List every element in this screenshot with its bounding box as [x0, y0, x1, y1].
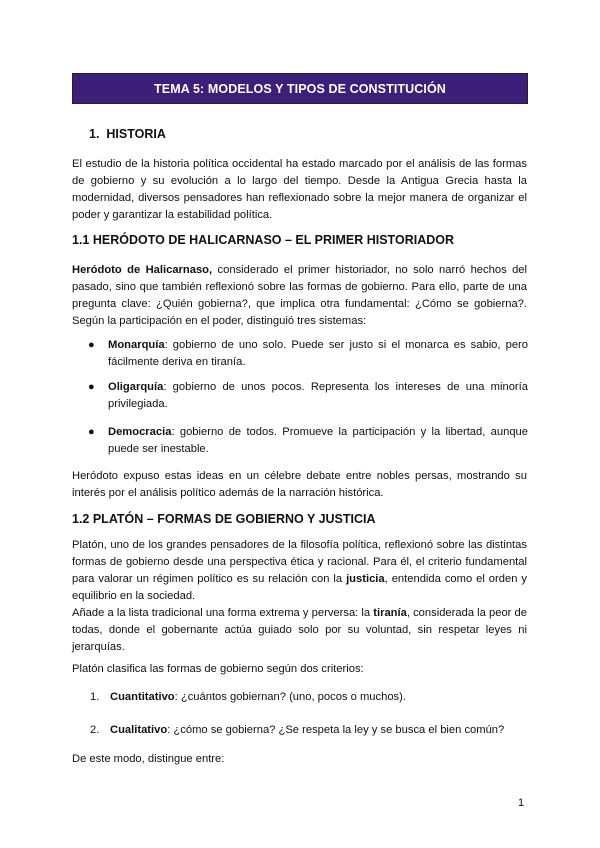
section-number: 1.	[89, 127, 100, 141]
criteria-number: 1.	[90, 691, 100, 703]
herodoto-closing-paragraph: Heródoto expuso estas ideas en un célebre debate entre nobles persas, mostrando su interés por el análisis político además de la narración histórica.	[72, 470, 527, 499]
criteria-text: : ¿cuántos gobiernan? (uno, pocos o muchos).	[174, 691, 406, 703]
bullet-icon: ●	[88, 426, 95, 438]
paragraph-text: , entendida como el orden y equilibrio en la sociedad.	[72, 573, 527, 602]
bullet-icon: ●	[88, 339, 95, 351]
herodoto-name: Heródoto de Halicarnaso,	[72, 264, 213, 276]
list-item-text: : gobierno de unos pocos. Representa los intereses de una minoría privilegiada.	[108, 381, 528, 410]
platon-paragraph-4: De este modo, distingue entre:	[72, 753, 225, 765]
paragraph-text: , considerada la peor de todas, donde el gobernante actúa guiado solo por su voluntad, sin respetar leyes ni jerarquías.	[72, 607, 527, 653]
herodoto-paragraph	[72, 262, 527, 330]
section-heading-historia	[89, 127, 166, 141]
list-item-term: Oligarquía	[108, 381, 164, 393]
tirania-term: tiranía	[373, 607, 407, 619]
page-number: 1	[518, 797, 525, 809]
list-item-term: Monarquía	[108, 339, 165, 351]
list-item-term: Democracia	[108, 426, 172, 438]
document-title: TEMA 5: MODELOS Y TIPOS DE CONSTITUCIÓN	[154, 81, 446, 96]
herodoto-paragraph-text: considerado el primer historiador, no solo narró hechos del pasado, sino que también reflexionó sobre las formas de gobierno. Para ello, parte de una pregunta clave: ¿Quién gobierna?, que implica otra fundamental: ¿Cómo se gobierna?. Según la participación en el poder, distinguió tres sistemas:	[72, 264, 527, 327]
criteria-text: : ¿cómo se gobierna? ¿Se respeta la ley y se busca el bien común?	[167, 724, 505, 736]
platon-paragraph-3: Platón clasifica las formas de gobierno según dos criterios:	[72, 663, 364, 675]
criteria-number: 2.	[90, 724, 100, 736]
bullet-icon: ●	[88, 381, 95, 393]
criteria-term: Cuantitativo	[110, 691, 175, 703]
platon-paragraph-1	[72, 537, 527, 605]
paragraph-text: Añade a la lista tradicional una forma extrema y perversa: la	[72, 607, 374, 619]
list-item-text: : gobierno de todos. Promueve la participación y la libertad, aunque puede ser inestable.	[108, 426, 528, 455]
justicia-term: justicia	[346, 573, 385, 585]
platon-paragraph-2	[72, 605, 527, 656]
subsection-heading-herodoto: 1.1 HERÓDOTO DE HALICARNASO – EL PRIMER HISTORIADOR	[72, 233, 454, 247]
criteria-term: Cualitativo	[110, 724, 168, 736]
paragraph-text: Platón, uno de los grandes pensadores de la filosofía política, reflexionó sobre las distintas formas de gobierno desde una perspectiva ética y racional. Para él, el criterio fundamental para valorar un régimen político es su relación con la	[72, 539, 527, 585]
subsection-heading-platon: 1.2 PLATÓN – FORMAS DE GOBIERNO Y JUSTICIA	[72, 512, 376, 526]
title-banner	[72, 73, 528, 104]
intro-paragraph: El estudio de la historia política occidental ha estado marcado por el análisis de las formas de gobierno y su evolución a lo largo del tiempo. Desde la Antigua Grecia hasta la modernidad, diversos pensadores han reflexionado sobre la mejor manera de organizar el poder y garantizar la estabilidad política.	[72, 158, 527, 221]
list-item-text: : gobierno de uno solo. Puede ser justo si el monarca es sabio, pero fácilmente deriva en tiranía.	[108, 339, 528, 368]
section-title: HISTORIA	[106, 127, 166, 141]
